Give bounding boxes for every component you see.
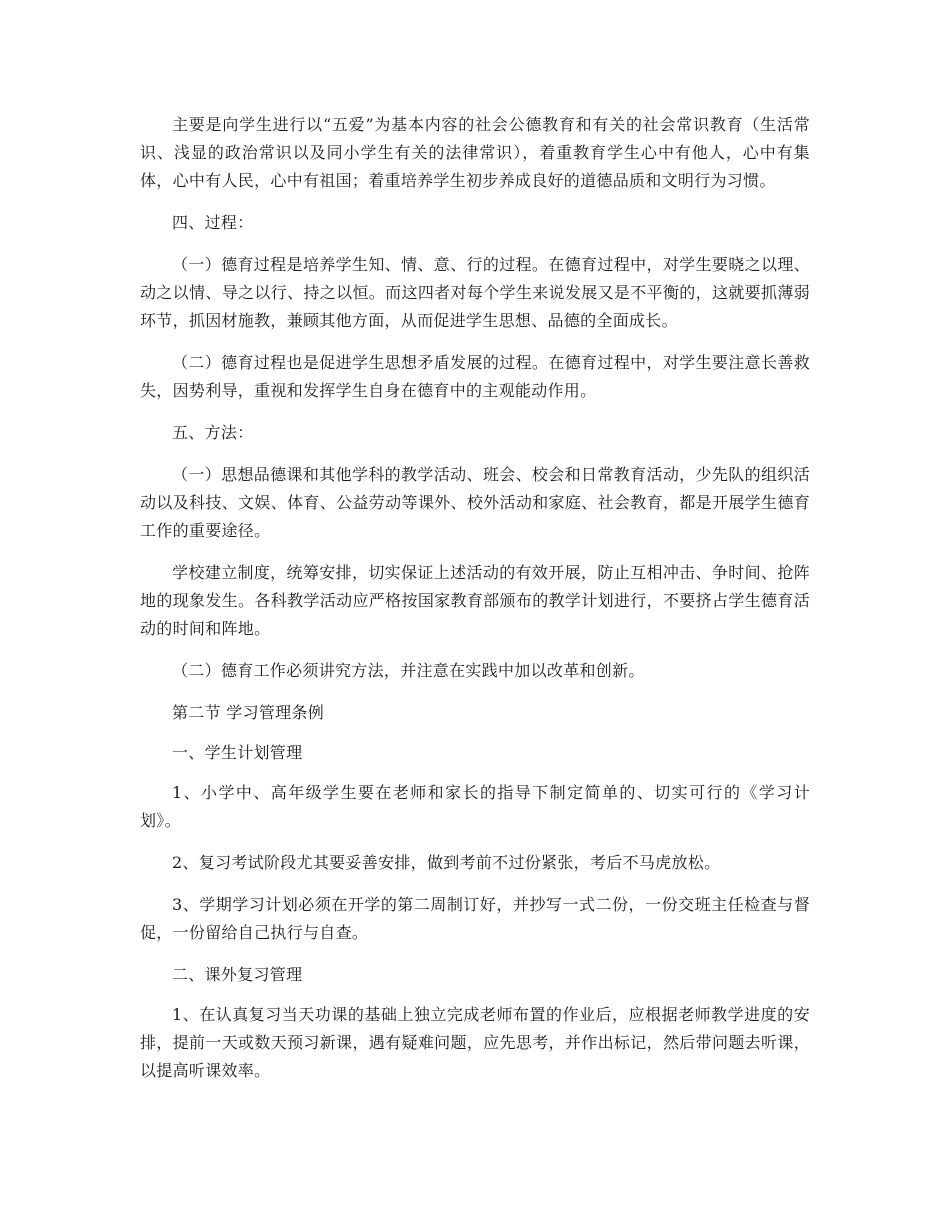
list-item-plan-2: 2、复习考试阶段尤其要妥善安排，做到考前不过份紧张，考后不马虎放松。 — [172, 853, 721, 872]
paragraph-methods-2: （二）德育工作必须讲究方法，并注意在实践中加以改革和创新。 — [172, 661, 645, 680]
list-item-review-1: 1、在认真复习当天功课的基础上独立完成老师布置的作业后，应根据老师教学进度的安排，提前一天或数天预习新课，遇有疑难问题，应先思考，并作出标记，然后带问题去听课，以提高听课效率。 — [140, 1005, 810, 1080]
paragraph-methods-school: 学校建立制度，统筹安排，切实保证上述活动的有效开展，防止互相冲击、争时间、抢阵地的现象发生。各科教学活动应严格按国家教育部颁布的教学计划进行，不要挤占学生德育活动的时间和阵地。 — [140, 563, 810, 638]
paragraph-methods-1: （一）思想品德课和其他学科的教学活动、班会、校会和日常教育活动，少先队的组织活动以及科技、文娱、体育、公益劳动等课外、校外活动和家庭、社会教育，都是开展学生德育工作的重要途径。 — [140, 465, 810, 540]
paragraph-moral-content: 主要是向学生进行以“五爱”为基本内容的社会公德教育和有关的社会常识教育（生活常识、浅显的政治常识以及同小学生有关的法律常识），着重教育学生心中有他人，心中有集体，心中有人民，心中有祖国；着重培养学生初步养成良好的道德品质和文明行为习惯。 — [140, 115, 810, 190]
paragraph-process-2: （二）德育过程也是促进学生思想矛盾发展的过程。在德育过程中，对学生要注意长善救失，因势利导，重视和发挥学生自身在德育中的主观能动作用。 — [140, 353, 810, 400]
paragraph-process-1: （一）德育过程是培养学生知、情、意、行的过程。在德育过程中，对学生要晓之以理、动之以情、导之以行、持之以恒。而这四者对每个学生来说发展又是不平衡的，这就要抓薄弱环节，抓因材施教，兼顾其他方面，从而促进学生思想、品德的全面成长。 — [140, 255, 810, 330]
heading-review-management: 二、课外复习管理 — [172, 965, 303, 984]
list-item-plan-1: 1、小学中、高年级学生要在老师和家长的指导下制定简单的、切实可行的《学习计划》。 — [140, 783, 810, 830]
list-item-plan-3: 3、学期学习计划必须在开学的第二周制订好，并抄写一式二份，一份交班主任检查与督促，一份留给自己执行与自查。 — [140, 895, 810, 942]
heading-plan-management: 一、学生计划管理 — [172, 743, 303, 762]
document-body — [140, 111, 810, 1099]
heading-methods: 五、方法： — [172, 423, 254, 442]
section-title-study-management: 第二节 学习管理条例 — [172, 703, 325, 722]
heading-process: 四、过程： — [172, 213, 254, 232]
